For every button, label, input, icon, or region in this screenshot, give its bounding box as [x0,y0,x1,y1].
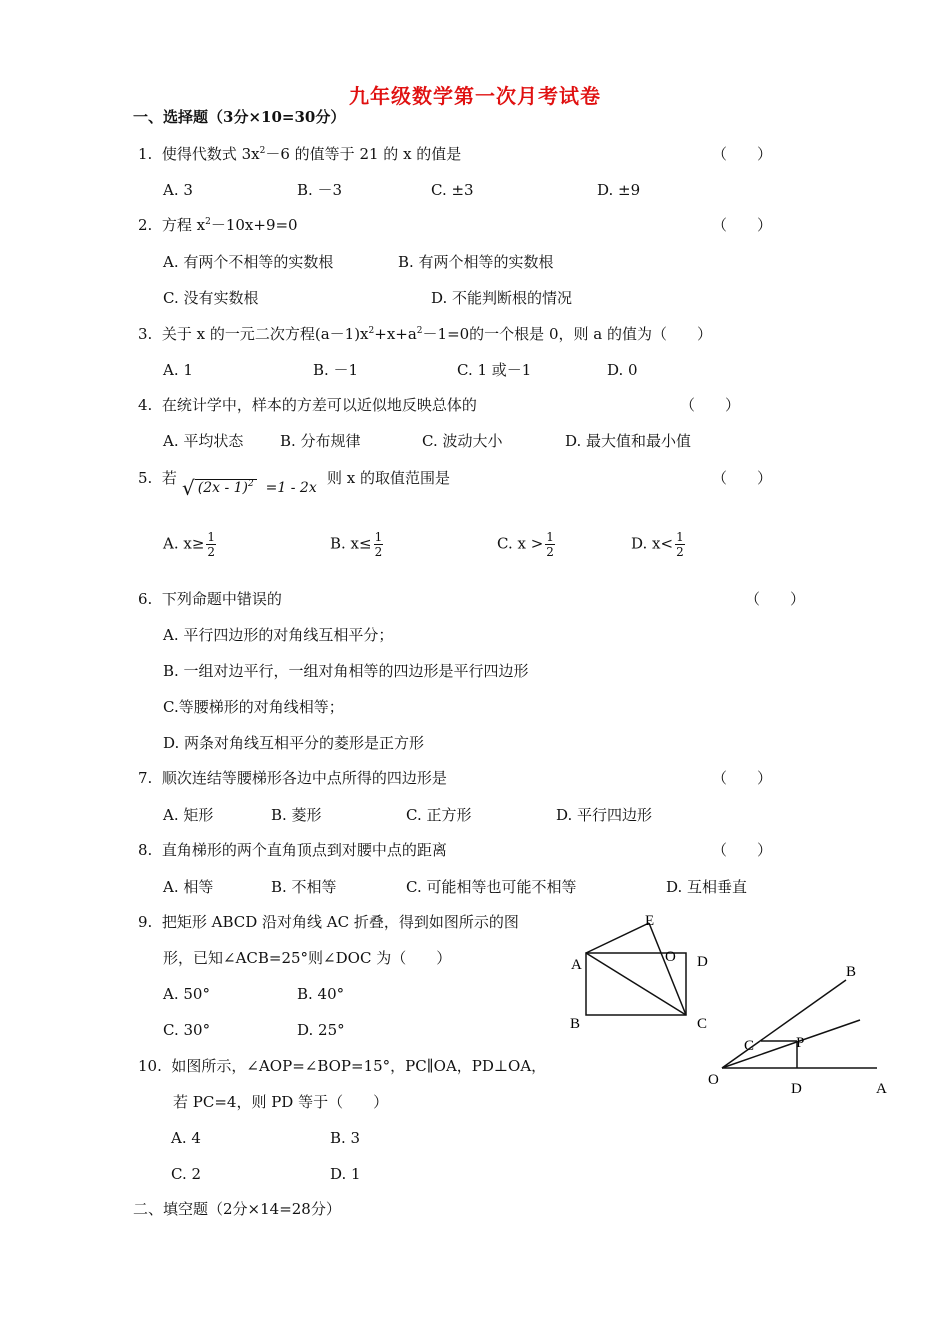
sqrt-icon: √ [182,476,195,500]
q5-option-c[interactable]: C. x > $\frac{1}{2}$ [497,530,554,559]
answer-paren-5[interactable]: （ ） [712,469,773,487]
question-5-suffix: 则 x 的取值范围是 [327,469,450,487]
question-9-line-2: 形，已知∠ACB=25°则∠DOC 为（ ） [163,949,452,967]
label-e: E [645,913,655,929]
question-4: 4. 在统计学中，样本的方差可以近似地反映总体的 [138,396,477,414]
q6-option-c[interactable]: C.等腰梯形的对角线相等； [163,698,344,716]
q3-option-b[interactable]: B. －1 [313,361,359,379]
page-title: 九年级数学第一次月考试卷 [349,84,601,108]
q5-option-b[interactable]: B. x≤ $\frac{1}{2}$ [330,530,383,559]
label-a2: A [876,1081,887,1097]
label-p: P [796,1035,805,1051]
question-8: 8. 直角梯形的两个直角顶点到对腰中点的距离 [138,841,447,859]
fraction-half: $\frac{1}{2}$ [676,530,684,559]
answer-paren-6[interactable]: （ ） [745,590,806,608]
q4-option-b[interactable]: B. 分布规律 [280,432,361,450]
q8-option-d[interactable]: D. 互相垂直 [666,878,748,896]
label-c: C [697,1016,708,1032]
q2-option-a[interactable]: A. 有两个不相等的实数根 [163,253,334,271]
fraction-half: $\frac{1}{2}$ [207,530,216,559]
q7-option-c[interactable]: C. 正方形 [406,806,472,824]
answer-paren-4[interactable]: （ ） [680,396,741,414]
question-1: 1. 使得代数式 $3x^2-6$ 的值等于 21 的 x 的值是 [138,145,462,163]
question-3: 3. 关于 x 的一元二次方程$(a-1)x^2+x+a^2-1=0$的一个根是 0，则 a 的值为（ ） [138,325,712,343]
q3-option-c[interactable]: C. 1 或－1 [457,361,532,379]
label-d2: D [791,1081,802,1097]
answer-paren-2[interactable]: （ ） [712,216,773,234]
label-o: O [665,949,676,965]
q9-option-a[interactable]: A. 50° [163,985,210,1003]
label-a: A [571,957,582,973]
q3-option-d[interactable]: D. 0 [607,361,638,379]
ray-op [722,1020,860,1068]
label-o2: O [708,1072,719,1088]
q8-option-b[interactable]: B. 不相等 [271,878,337,896]
section-1-heading: 一、选择题（3分×10=30分） [133,108,346,126]
q1-option-b[interactable]: B. －3 [297,181,343,199]
q9-option-d[interactable]: D. 25° [297,1021,345,1039]
q8-option-c[interactable]: C. 可能相等也可能不相等 [406,878,577,896]
q6-option-d[interactable]: D. 两条对角线互相平分的菱形是正方形 [163,734,425,752]
question-10-line-1: 10. 如图所示，∠AOP=∠BOP=15°，PC∥OA，PD⊥OA， [138,1057,547,1075]
ray-ob [722,980,846,1068]
fraction-half: $\frac{1}{2}$ [374,530,383,559]
q2-option-c[interactable]: C. 没有实数根 [163,289,259,307]
label-c2: C [744,1038,755,1054]
section-2-heading: 二、填空题（2分×14=28分） [133,1200,341,1218]
q7-option-b[interactable]: B. 菱形 [271,806,322,824]
q10-option-c[interactable]: C. 2 [171,1165,202,1183]
q4-option-a[interactable]: A. 平均状态 [163,432,244,450]
q4-option-d[interactable]: D. 最大值和最小值 [565,432,692,450]
q1-option-d[interactable]: D. ±9 [597,181,641,199]
answer-paren-7[interactable]: （ ） [712,769,773,787]
q10-option-d[interactable]: D. 1 [330,1165,361,1183]
q4-option-c[interactable]: C. 波动大小 [422,432,503,450]
q1-option-c[interactable]: C. ±3 [431,181,474,199]
q9-option-c[interactable]: C. 30° [163,1021,211,1039]
q1-option-a[interactable]: A. 3 [163,181,193,199]
q10-option-a[interactable]: A. 4 [171,1129,201,1147]
question-5-prefix: 5. 若 [138,469,177,487]
q10-option-b[interactable]: B. 3 [330,1129,361,1147]
answer-paren-1[interactable]: （ ） [712,145,773,163]
sqrt-expression: √ (2x - 1)$^2$ =1 - 2x [182,476,317,500]
figure-rectangle-fold [586,923,686,1015]
q6-option-a[interactable]: A. 平行四边形的对角线互相平分； [163,626,394,644]
question-7: 7. 顺次连结等腰梯形各边中点所得的四边形是 [138,769,447,787]
question-9-line-1: 9. 把矩形 ABCD 沿对角线 AC 折叠，得到如图所示的图 [138,913,519,931]
figure-angle-bisector [722,980,877,1068]
q7-option-a[interactable]: A. 矩形 [163,806,214,824]
segment-ae [586,923,649,953]
label-d: D [697,954,708,970]
question-6: 6. 下列命题中错误的 [138,590,282,608]
answer-paren-8[interactable]: （ ） [712,841,773,859]
q3-option-a[interactable]: A. 1 [163,361,193,379]
label-b2: B [846,964,857,980]
q5-option-d[interactable]: D. x< $\frac{1}{2}$ [631,530,684,559]
segment-ec [649,923,686,1015]
q5-option-a[interactable]: A. x≥ $\frac{1}{2}$ [163,530,216,559]
q9-option-b[interactable]: B. 40° [297,985,345,1003]
fraction-half: $\frac{1}{2}$ [546,530,554,559]
question-2: 2. 方程 $x^2-10x+9=0$ [138,216,298,234]
question-10-line-2: 若 PC=4，则 PD 等于（ ） [173,1093,389,1111]
label-b: B [570,1016,581,1032]
q6-option-b[interactable]: B. 一组对边平行，一组对角相等的四边形是平行四边形 [163,662,529,680]
q2-option-b[interactable]: B. 有两个相等的实数根 [398,253,554,271]
q2-option-d[interactable]: D. 不能判断根的情况 [431,289,573,307]
q8-option-a[interactable]: A. 相等 [163,878,214,896]
q7-option-d[interactable]: D. 平行四边形 [556,806,653,824]
